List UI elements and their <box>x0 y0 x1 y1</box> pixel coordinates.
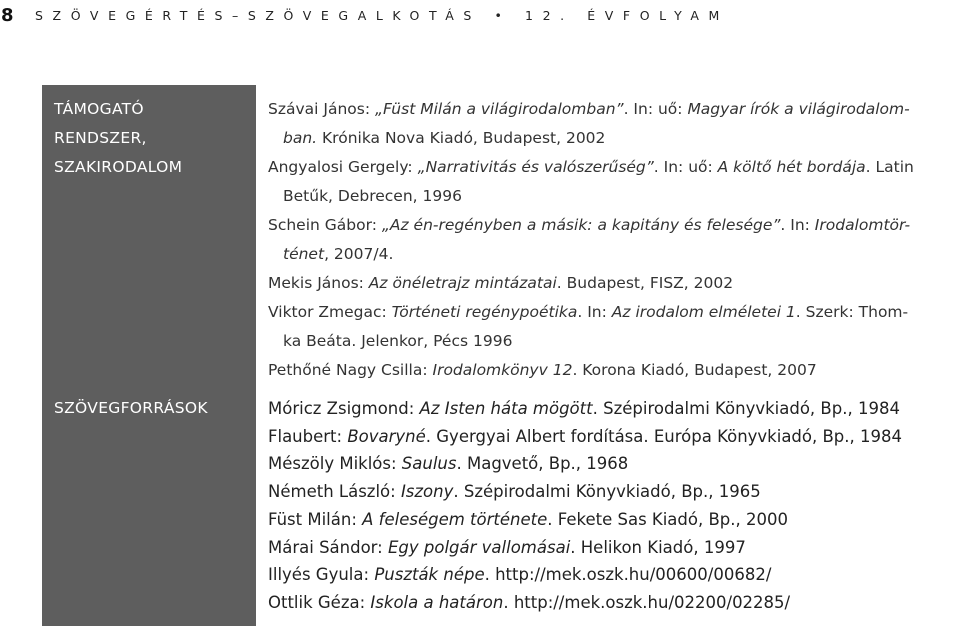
source-item <box>268 534 958 562</box>
reference-item <box>268 269 958 298</box>
reference-line <box>268 423 958 451</box>
running-title: SZÖVEGÉRTÉS–SZÖVEGALKOTÁS • 12. ÉVFOLYAM <box>35 7 729 23</box>
reference-line <box>268 269 958 298</box>
reference-line <box>268 153 958 182</box>
reference-title: A költő hét bordája <box>717 158 866 176</box>
support-heading-line: SZAKIRODALOM <box>54 158 183 176</box>
reference-text: . Szerk: Thom- <box>795 303 909 321</box>
reference-text: . Szépirodalmi Könyvkiadó, Bp., 1965 <box>453 482 761 502</box>
source-item <box>268 395 958 423</box>
reference-text: Krónika Nova Kiadó, Budapest, 2002 <box>317 129 606 147</box>
reference-text: Móricz Zsigmond: <box>268 399 420 418</box>
reference-line <box>268 356 958 385</box>
page-header <box>0 0 960 30</box>
sources-heading <box>54 394 208 423</box>
source-item <box>268 450 958 478</box>
reference-line <box>268 240 958 269</box>
reference-title: Az Isten háta mögött <box>419 399 593 418</box>
support-heading-line: RENDSZER, <box>54 129 147 147</box>
reference-line <box>268 450 958 478</box>
reference-text: Márai Sándor: <box>268 537 388 557</box>
source-item <box>268 423 958 451</box>
reference-title: Iszony <box>400 482 454 502</box>
sidebar <box>42 85 256 626</box>
reference-text: Mészöly Miklós: <box>268 454 402 474</box>
reference-text: . Budapest, FISZ, 2002 <box>556 274 734 292</box>
reference-text: ka Beáta. Jelenkor, Pécs 1996 <box>283 332 513 350</box>
source-references <box>268 395 958 617</box>
reference-text: Ottlik Géza: <box>268 592 371 612</box>
reference-line <box>268 298 958 327</box>
reference-text: . Korona Kiadó, Budapest, 2007 <box>572 361 817 379</box>
reference-line <box>268 561 958 589</box>
reference-title: „Füst Milán a világirodalomban” <box>374 100 624 118</box>
sources-heading-line: SZÖVEGFORRÁSOK <box>54 399 208 417</box>
support-references <box>268 95 958 385</box>
source-item <box>268 478 958 506</box>
reference-item <box>268 298 958 356</box>
reference-line <box>268 211 958 240</box>
reference-text: . http://mek.oszk.hu/02200/02285/ <box>503 592 791 612</box>
reference-text: . In: uő: <box>653 158 718 176</box>
reference-text: Betűk, Debrecen, 1996 <box>283 187 462 205</box>
reference-item <box>268 211 958 269</box>
reference-text: Mekis János: <box>268 274 369 292</box>
support-heading-line: TÁMOGATÓ <box>54 100 144 118</box>
reference-title: Saulus <box>401 454 457 474</box>
reference-text: . In: <box>577 303 612 321</box>
reference-title: Az önéletrajz mintázatai <box>368 274 557 292</box>
reference-line <box>268 589 958 617</box>
reference-text: Illyés Gyula: <box>268 565 375 585</box>
reference-line <box>268 124 958 153</box>
reference-line <box>268 395 958 423</box>
reference-text: Füst Milán: <box>268 509 363 529</box>
reference-text: Angyalosi Gergely: <box>268 158 418 176</box>
reference-item <box>268 153 958 211</box>
reference-line <box>268 534 958 562</box>
reference-text: , 2007/4. <box>324 245 394 263</box>
source-item <box>268 561 958 589</box>
reference-title: „Az én-regényben a másik: a kapitány és felesége” <box>381 216 781 234</box>
reference-item <box>268 95 958 153</box>
reference-line <box>268 182 958 211</box>
reference-text: . In: uő: <box>623 100 688 118</box>
reference-text: . Latin <box>865 158 914 176</box>
reference-title: Iskola a határon <box>370 592 504 612</box>
reference-title: Irodalomkönyv 12 <box>432 361 573 379</box>
page-number: 8 <box>1 4 14 26</box>
reference-text: Viktor Zmegac: <box>268 303 392 321</box>
reference-text: Pethőné Nagy Csilla: <box>268 361 433 379</box>
reference-title: Bovaryné <box>347 426 426 446</box>
source-item <box>268 506 958 534</box>
source-item <box>268 589 958 617</box>
reference-title: Egy polgár vallomásai <box>387 537 571 557</box>
reference-item <box>268 356 958 385</box>
reference-text: . Gyergyai Albert fordítása. Európa Könyvkiadó, Bp., 1984 <box>425 426 903 446</box>
reference-title: A feleségem története <box>362 509 548 529</box>
reference-text: . Fekete Sas Kiadó, Bp., 2000 <box>547 509 788 529</box>
reference-text: Szávai János: <box>268 100 375 118</box>
reference-title: Irodalomtör- <box>814 216 911 234</box>
reference-line <box>268 478 958 506</box>
reference-text: . Helikon Kiadó, 1997 <box>570 537 746 557</box>
reference-text: Schein Gábor: <box>268 216 382 234</box>
reference-title: Az irodalom elméletei 1 <box>611 303 796 321</box>
reference-text: Németh László: <box>268 482 401 502</box>
reference-title: „Narrativitás és valószerűség” <box>417 158 654 176</box>
reference-text: Flaubert: <box>268 426 348 446</box>
reference-line <box>268 95 958 124</box>
reference-text: . Szépirodalmi Könyvkiadó, Bp., 1984 <box>592 399 900 418</box>
reference-text: . http://mek.oszk.hu/00600/00682/ <box>484 565 772 585</box>
reference-line <box>268 327 958 356</box>
reference-line <box>268 506 958 534</box>
reference-title: ban. <box>283 129 318 147</box>
support-heading <box>54 95 182 182</box>
reference-title: Történeti regénypoétika <box>391 303 578 321</box>
reference-title: Puszták népe <box>374 565 485 585</box>
reference-text: . In: <box>780 216 815 234</box>
reference-title: ténet <box>283 245 325 263</box>
reference-text: . Magvető, Bp., 1968 <box>456 454 629 474</box>
reference-title: Magyar írók a világirodalom- <box>687 100 910 118</box>
